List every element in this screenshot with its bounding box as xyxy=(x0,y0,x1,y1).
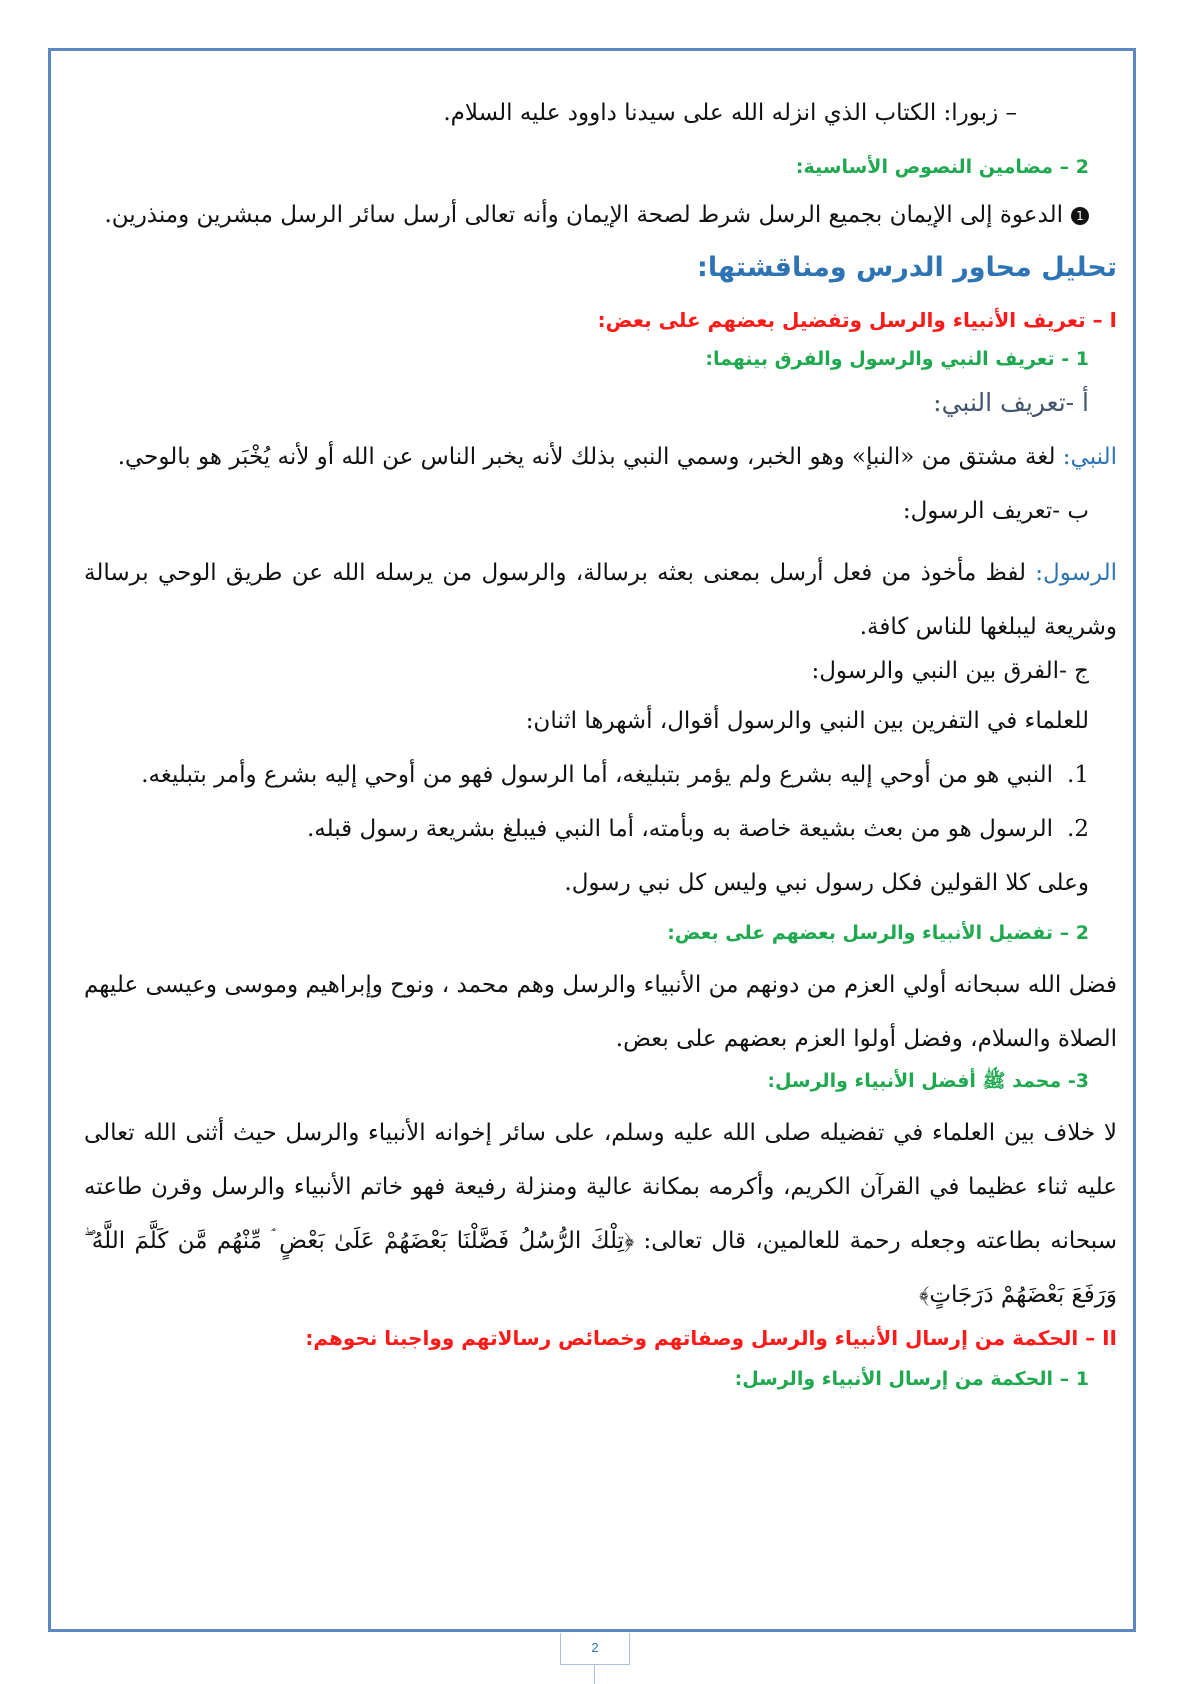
bullet-text: الدعوة إلى الإيمان بجميع الرسل شرط لصحة الإيمان وأنه تعالى أرسل سائر الرسل مبشرين ومنذرين. xyxy=(104,202,1063,228)
bullet-item xyxy=(104,202,1089,230)
rasul-definition-text: لفظ مأخوذ من فعل أرسل بمعنى بعثه برسالة، والرسول من يرسله الله عن طريق الوحي برسالة وشريعة ليبلغها للناس كافة. xyxy=(84,560,1117,641)
ulama-opinions: للعلماء في التفرين بين النبي والرسول أقوال، أشهرها اثنان: xyxy=(525,708,1089,734)
heading-madamin: 2 – مضامين النصوص الأساسية: xyxy=(795,156,1089,178)
list-item-1 xyxy=(141,762,1089,790)
conclusion-line: وعلى كلا القولين فكل رسول نبي وليس كل نبي رسول. xyxy=(564,870,1089,896)
muhammad-paragraph: لا خلاف بين العلماء في تفضيله صلى الله عليه وسلم، على سائر إخوانه الأنبياء والرسل حيث أثنى الله تعالى عليه ثناء عظيما في القرآن الكريم، وأكرمه بمكانة عالية ومنزلة رفيعة فهو خاتم الأنبياء والرسل وقرن طاعته سبحانه بطاعته وجعله رحمة للعالمين، قال تعالى: ﴿تِلْكَ الرُّسُلُ فَضَّلْنَا بَعْضَهُمْ عَلَىٰ بَعْضٍ ۘ مِّنْهُم مَّن كَلَّمَ اللَّهُ ۖ وَرَفَعَ بَعْضَهُمْ دَرَجَاتٍ﴾ xyxy=(84,1120,1117,1309)
numbered-bullet-icon: 1 xyxy=(1071,207,1089,225)
heading-section-II: II – الحكمة من إرسال الأنبياء والرسل وصفاتهم وخصائص رسالاتهم وواجبنا نحوهم: xyxy=(305,1326,1117,1350)
nabi-definition xyxy=(118,444,1117,472)
nabi-term: النبي: xyxy=(1062,444,1117,470)
list-item-text: الرسول هو من بعث بشيعة خاصة به وبأمته، أما النبي فيبلغ بشريعة رسول قبله. xyxy=(306,816,1054,842)
analysis-title: تحليل محاور الدرس ومناقشتها: xyxy=(697,252,1117,283)
heading-2-tafdil: 2 – تفضيل الأنبياء والرسل بعضهم على بعض: xyxy=(667,922,1089,944)
heading-1-definitions: 1 - تعريف النبي والرسول والفرق بينهما: xyxy=(705,348,1089,370)
heading-3-muhammad: 3- محمد ﷺ أفضل الأنبياء والرسل: xyxy=(767,1070,1089,1092)
subheading-difference: ج -الفرق بين النبي والرسول: xyxy=(811,658,1089,684)
tafdil-paragraph: فضل الله سبحانه أولي العزم من دونهم من الأنبياء والرسل وهم محمد ، ونوح وإبراهيم وموسى وعيسى عليهم الصلاة والسلام، وفضل أولوا العزم بعضهم على بعض. xyxy=(84,972,1117,1053)
nabi-definition-text: لغة مشتق من «النبإ» وهو الخبر، وسمي النبي بذلك لأنه يخبر الناس عن الله أو لأنه يُخْبَر هو بالوحي. xyxy=(117,444,1063,470)
subheading-nabi: أ -تعريف النبي: xyxy=(933,388,1089,417)
list-number: 2. xyxy=(1067,816,1089,842)
page-number-connector xyxy=(594,1665,595,1684)
heading-section-I: I – تعريف الأنبياء والرسل وتفضيل بعضهم على بعض: xyxy=(597,308,1117,332)
heading-II-1: 1 – الحكمة من إرسال الأنبياء والرسل: xyxy=(734,1368,1089,1390)
list-item-2 xyxy=(307,816,1089,844)
list-item-text: النبي هو من أوحي إليه بشرع ولم يؤمر بتبليغه، أما الرسول فهو من أوحي إليه بشرع وأمر بتبليغه. xyxy=(141,762,1054,788)
rasul-term: الرسول: xyxy=(1035,560,1117,586)
zabur-definition: – زبورا: الكتاب الذي انزله الله على سيدنا داوود عليه السلام. xyxy=(443,100,1017,126)
list-number: 1. xyxy=(1067,762,1089,788)
rasul-definition xyxy=(84,546,1117,654)
page-number: 2 xyxy=(560,1633,630,1665)
subheading-rasul: ب -تعريف الرسول: xyxy=(902,498,1089,524)
